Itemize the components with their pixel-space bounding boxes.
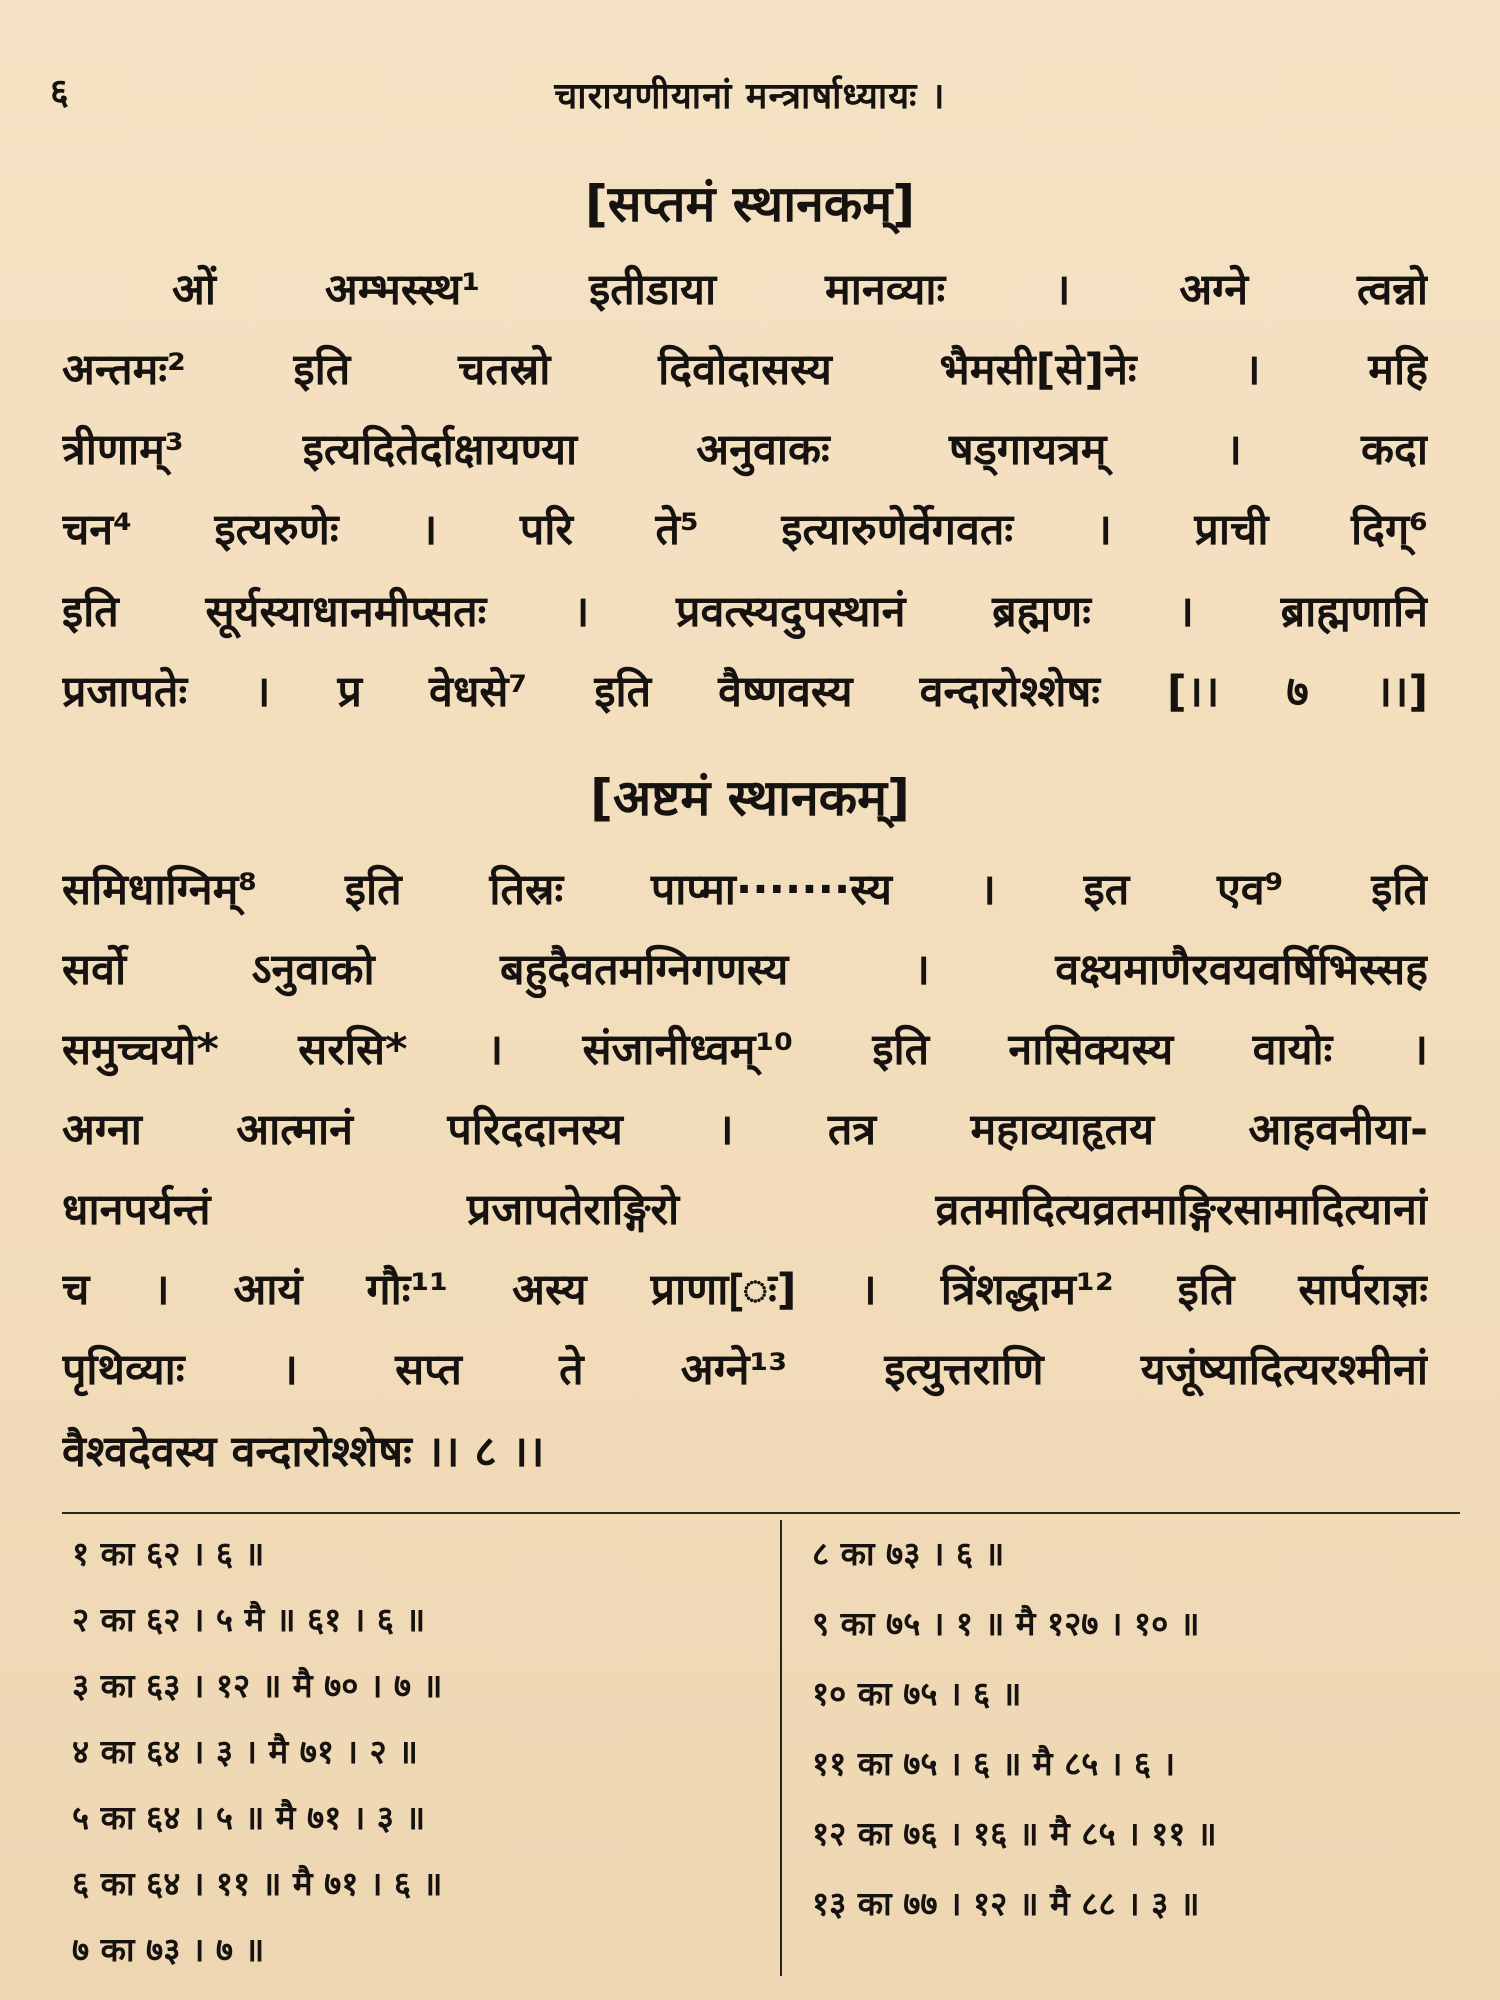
footnote-right: ८ का ७३ । ६ ॥ <box>812 1534 1005 1573</box>
section-8-line: च । आयं गौः¹¹ अस्य प्राणा[ः] । त्रिंशद्धाम¹² इति सार्पराज्ञः <box>62 1265 1428 1315</box>
section-8-line: धानपर्यन्तं प्रजापतेराङ्गिरो व्रतमादित्यव्रतमाङ्गिरसामादित्यानां <box>62 1185 1428 1235</box>
running-head: चारायणीयानां मन्त्रार्षाध्यायः । <box>554 76 946 117</box>
footnote-right: १२ का ७६ । १६ ॥ मै ८५ । ११ ॥ <box>812 1814 1217 1853</box>
section-8-line: पृथिव्याः । सप्त ते अग्ने¹³ इत्युत्तराणि यजूंष्यादित्यरश्मीनां <box>62 1345 1428 1395</box>
section-8-line: समुच्चयो* सरसि* । संजानीध्वम्¹⁰ इति नासिक्यस्य वायोः । <box>62 1025 1428 1075</box>
section-7-line: चन⁴ इत्यरुणेः । परि ते⁵ इत्यारुणेर्वेगवतः । प्राची दिग्⁶ <box>62 505 1428 555</box>
footnote-divider <box>62 1512 1460 1514</box>
footnote-right: १० का ७५ । ६ ॥ <box>812 1674 1022 1713</box>
page-header <box>40 66 1460 126</box>
section-8-line: अग्ना आत्मानं परिददानस्य । तत्र महाव्याहृतय आहवनीया- <box>62 1105 1428 1155</box>
page-number: ६ <box>50 72 69 113</box>
section-7-line: अन्तमः² इति चतस्रो दिवोदासस्य भैमसी[से]नेः । महि <box>62 345 1428 395</box>
footnote-left: ५ का ६४ । ५ ॥ मै ७१ । ३ ॥ <box>72 1798 426 1837</box>
section-7-line: ओं अम्भस्स्थ¹ इतीडाया मानव्याः । अग्ने त्वन्नो <box>172 265 1428 315</box>
footnote-left: १ का ६२ । ६ ॥ <box>72 1534 265 1573</box>
footnote-left: ६ का ६४ । ११ ॥ मै ७१ । ६ ॥ <box>72 1864 443 1903</box>
section-7-line: इति सूर्यस्याधानमीप्सतः । प्रवत्स्यदुपस्थानं ब्रह्मणः । ब्राह्मणानि <box>62 587 1428 637</box>
section-8-line: वैश्वदेवस्य वन्दारोश्शेषः ।। ८ ।। <box>62 1427 545 1477</box>
section-7-title: [सप्तमं स्थानकम्] <box>584 175 916 233</box>
footnote-right: ११ का ७५ । ६ ॥ मै ८५ । ६ । <box>812 1744 1176 1783</box>
section-7-line: प्रजापतेः । प्र वेधसे⁷ इति वैष्णवस्य वन्दारोश्शेषः [।। ७ ।।] <box>62 667 1428 717</box>
footnote-right: १३ का ७७ । १२ ॥ मै ८८ । ३ ॥ <box>812 1884 1200 1923</box>
footnote-left: ७ का ७३ । ७ ॥ <box>72 1930 265 1969</box>
section-7-line: त्रीणाम्³ इत्यदितेर्दाक्षायण्या अनुवाकः षड्गायत्रम् । कदा <box>62 425 1428 475</box>
section-8-title: [अष्टमं स्थानकम्] <box>590 769 910 827</box>
section-8-line: सर्वो ऽनुवाको बहुदैवतमग्निगणस्य । वक्ष्यमाणैरवयवर्षिभिस्सह <box>62 945 1428 995</box>
footnote-right: ९ का ७५ । १ ॥ मै १२७ । १० ॥ <box>812 1604 1200 1643</box>
footnote-column-divider <box>780 1520 782 1976</box>
footnote-left: ३ का ६३ । १२ ॥ मै ७० । ७ ॥ <box>72 1666 443 1705</box>
footnote-left: २ का ६२ । ५ मै ॥ ६१ । ६ ॥ <box>72 1600 426 1639</box>
footnote-left: ४ का ६४ । ३ । मै ७१ । २ ॥ <box>72 1732 418 1771</box>
section-8-line: समिधाग्निम्⁸ इति तिस्रः पाप्मा·······स्य । इत एव⁹ इति <box>62 865 1428 915</box>
